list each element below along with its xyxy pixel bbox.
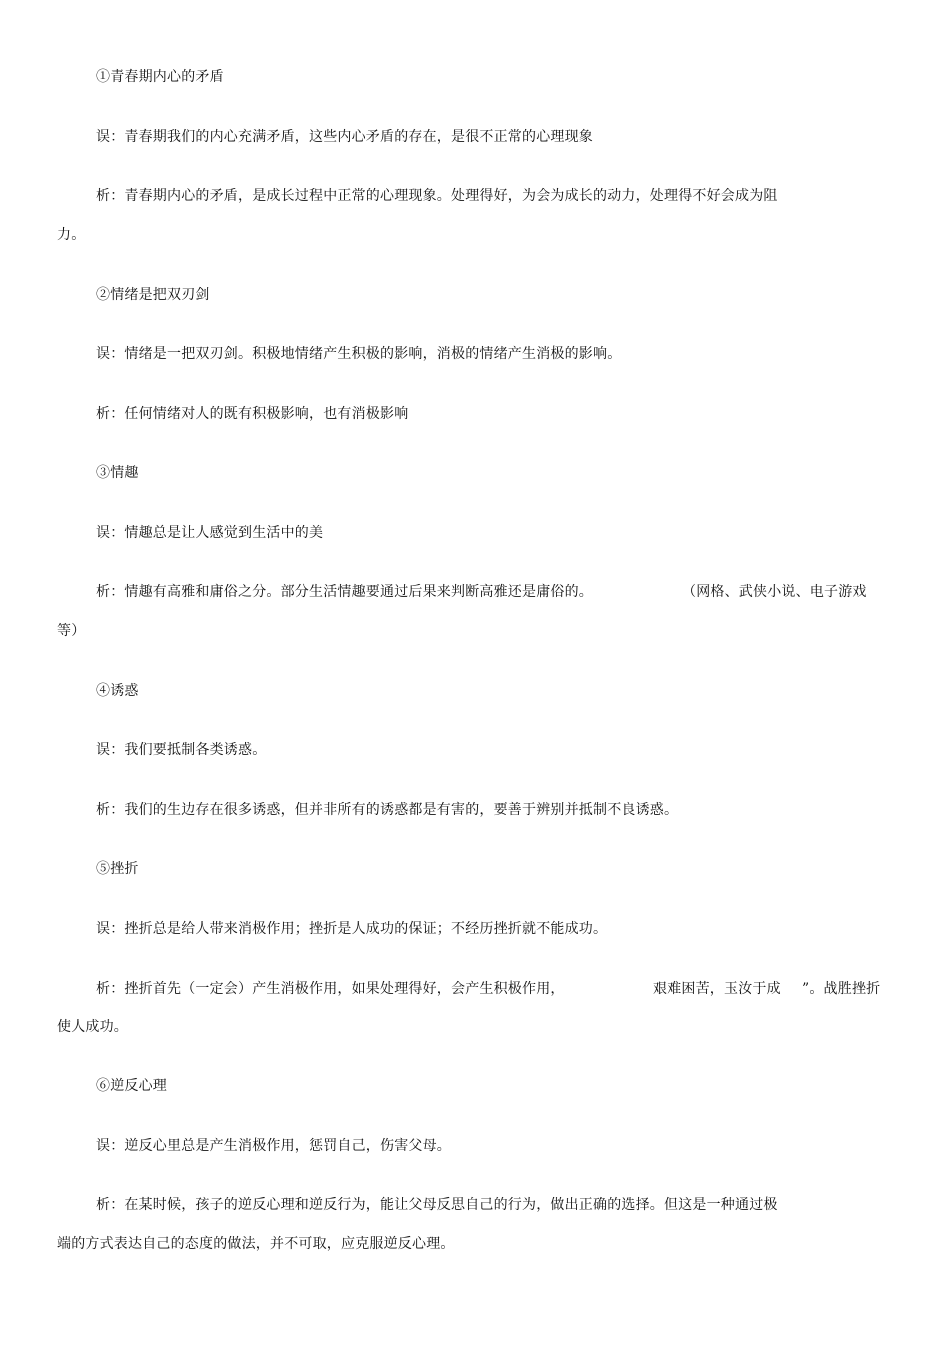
analysis-text-continued: 等） — [57, 623, 86, 639]
analysis-text: 析：在某时候，孩子的逆反心理和逆反行为，能让父母反思自己的行为，做出正确的选择。但这是一种通过极 — [96, 1197, 778, 1213]
analysis-text: 析：青春期内心的矛盾，是成长过程中正常的心理现象。处理得好，为会为成长的动力，处理得不好会成为阻 — [96, 188, 778, 204]
analysis-text-quote: 艰难困苦，玉汝于成 — [653, 981, 781, 997]
misconception-text: 误：情趣总是让人感觉到生活中的美 — [96, 525, 324, 541]
misconception-text: 误：我们要抵制各类诱惑。 — [96, 742, 267, 758]
analysis-text-continued: 使人成功。 — [57, 1019, 128, 1035]
analysis-text-continued: 端的方式表达自己的态度的做法，并不可取，应克服逆反心理。 — [57, 1236, 455, 1252]
analysis-text: 析：情趣有高雅和庸俗之分。部分生活情趣要通过后果来判断高雅还是庸俗的。 — [96, 584, 593, 600]
section-heading: ④诱惑 — [96, 683, 139, 699]
analysis-text: 析：挫折首先（一定会）产生消极作用，如果处理得好，会产生积极作用， — [96, 981, 565, 997]
analysis-text-examples: （网格、武侠小说、电子游戏 — [682, 584, 867, 600]
misconception-text: 误：挫折总是给人带来消极作用；挫折是人成功的保证；不经历挫折就不能成功。 — [96, 921, 608, 937]
section-heading: ⑤挫折 — [96, 861, 139, 877]
analysis-text: 析：我们的生边存在很多诱惑，但并非所有的诱惑都是有害的，要善于辨别并抵制不良诱惑。 — [96, 802, 679, 818]
analysis-text: 析：任何情绪对人的既有积极影响，也有消极影响 — [96, 406, 409, 422]
section-heading: ①青春期内心的矛盾 — [96, 69, 224, 85]
misconception-text: 误：逆反心里总是产生消极作用，惩罚自己，伤害父母。 — [96, 1138, 451, 1154]
analysis-text-continued: 力。 — [57, 227, 86, 243]
section-heading: ②情绪是把双刃剑 — [96, 287, 210, 303]
section-heading: ⑥逆反心理 — [96, 1078, 167, 1094]
section-heading: ③情趣 — [96, 465, 139, 481]
analysis-text-quote-end: ”。战胜挫折 — [802, 981, 881, 997]
misconception-text: 误：青春期我们的内心充满矛盾，这些内心矛盾的存在，是很不正常的心理现象 — [96, 129, 593, 145]
misconception-text: 误：情绪是一把双刃剑。积极地情绪产生积极的影响，消极的情绪产生消极的影响。 — [96, 346, 622, 362]
